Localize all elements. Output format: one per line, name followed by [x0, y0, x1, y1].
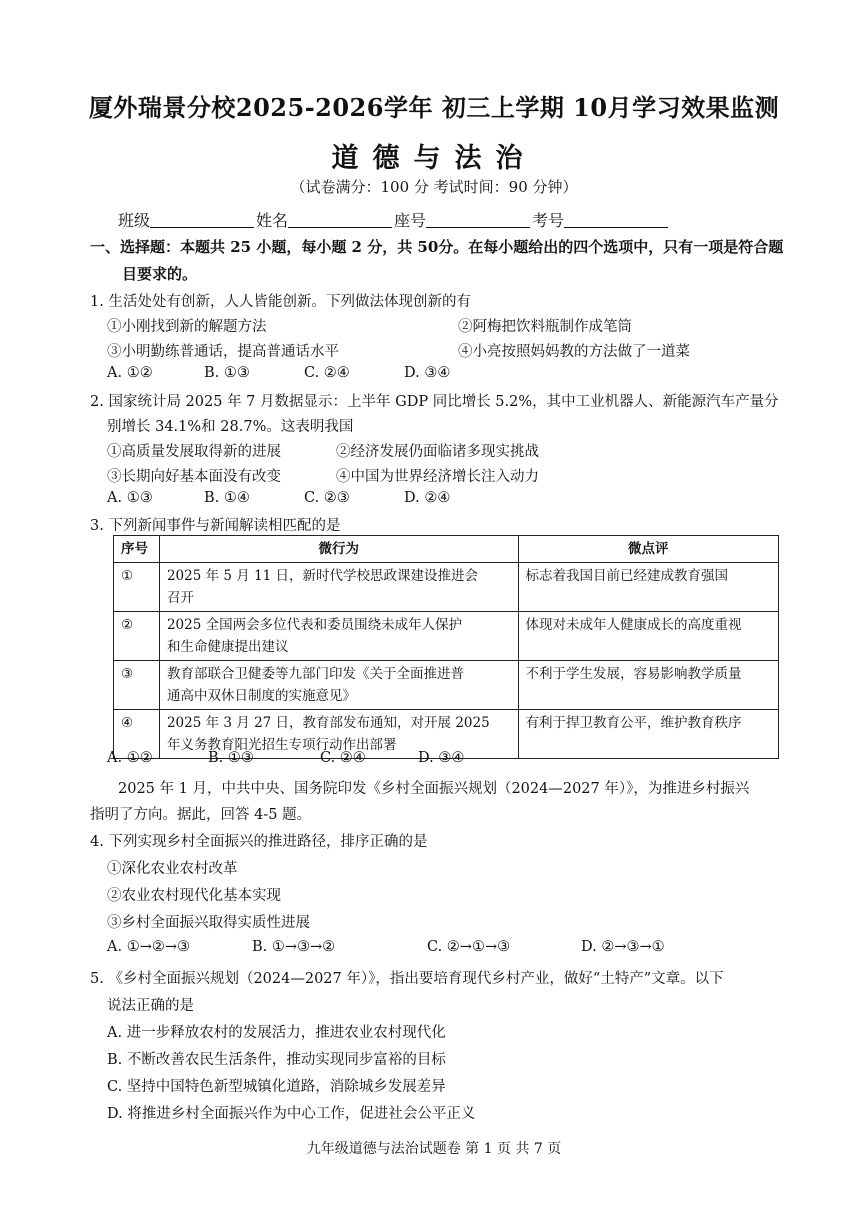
exam-title: 厦外瑞景分校2025-2026学年 初三上学期 10月学习效果监测: [88, 93, 780, 122]
q4-option-2: ②农业农村现代化基本实现: [107, 888, 281, 904]
q1-option-4: ④小亮按照妈妈教的方法做了一道菜: [458, 344, 690, 360]
q1-option-3: ③小明勤练普通话，提高普通话水平: [107, 344, 339, 360]
event-line: 2025 年 5 月 11 日，新时代学校思政课建设推进会: [166, 568, 479, 584]
q2-option-3: ③长期向好基本面没有改变: [107, 469, 281, 485]
table-header-row: [114, 536, 779, 563]
class-blank[interactable]: [150, 211, 254, 228]
subject-title: 道德与法治: [331, 143, 537, 174]
row-comment: 体现对未成年人健康成长的高度重视: [518, 612, 779, 661]
q3-choice-a[interactable]: A. ①②: [107, 750, 153, 766]
header-event: 微行为: [159, 536, 518, 563]
event-line: 和生命健康提出建议: [166, 639, 289, 655]
name-blank[interactable]: [288, 211, 392, 228]
q4-choice-a[interactable]: A. ①→②→③: [107, 939, 190, 955]
passage-text: 2025 年 1 月，中共中央、国务院印发《乡村全面振兴规划（2024—2027 年）》，为推进乡村振兴: [118, 781, 750, 797]
q5-option-d[interactable]: D. 将推进乡村全面振兴作为中心工作，促进社会公平正义: [107, 1106, 476, 1122]
q2-option-4: ④中国为世界经济增长注入动力: [336, 469, 539, 485]
q5-option-b[interactable]: B. 不断改善农民生活条件，推动实现同步富裕的目标: [107, 1052, 446, 1068]
q4-choice-b[interactable]: B. ①→③→②: [252, 939, 336, 955]
q5-option-a[interactable]: A. 进一步释放农村的发展活力，推进农业农村现代化: [107, 1025, 446, 1041]
q4-stem: 4. 下列实现乡村全面振兴的推进路径，排序正确的是: [90, 834, 428, 850]
section-heading: 一、选择题：本题共 25 小题，每小题 2 分，共 50分。在每小题给出的四个选项中，只有一项是符合题: [90, 238, 784, 256]
q1-option-1: ①小刚找到新的解题方法: [107, 319, 267, 335]
q4-choice-c[interactable]: C. ②→①→③: [427, 939, 511, 955]
event-line: 2025 全国两会多位代表和委员围绕未成年人保护: [166, 617, 463, 633]
q1-stem: 1. 生活处处有创新，人人皆能创新。下列做法体现创新的有: [90, 294, 471, 310]
q3-stem: 3. 下列新闻事件与新闻解读相匹配的是: [90, 518, 341, 534]
header-comment: 微点评: [518, 536, 779, 563]
table-row: [114, 563, 779, 612]
event-line: 年义务教育阳光招生专项行动作出部署: [166, 737, 397, 753]
q1-choice-b[interactable]: B. ①③: [204, 365, 250, 381]
q1-choice-c[interactable]: C. ②④: [304, 365, 350, 381]
q2-stem: 2. 国家统计局 2025 年 7 月数据显示：上半年 GDP 同比增长 5.2%，其中工业机器人、新能源汽车产量分: [90, 394, 779, 410]
class-label: 班级: [118, 211, 151, 230]
seat-label: 座号: [394, 211, 427, 230]
q2-choice-d[interactable]: D. ②④: [404, 490, 451, 506]
event-line: 召开: [166, 590, 194, 606]
q1-choice-a[interactable]: A. ①②: [107, 365, 153, 381]
exam-number-label: 考号: [532, 211, 565, 230]
q5-stem-cont: 说法正确的是: [107, 998, 194, 1014]
event-line: 教育部联合卫健委等九部门印发《关于全面推进普: [166, 666, 464, 682]
exam-info: （试卷满分：100 分 考试时间：90 分钟）: [290, 178, 578, 196]
q2-choice-a[interactable]: A. ①③: [107, 490, 153, 506]
news-table: [113, 535, 779, 759]
q3-choice-b[interactable]: B. ①③: [208, 750, 254, 766]
row-number: ②: [114, 612, 160, 661]
name-label: 姓名: [256, 211, 289, 230]
q5-option-c[interactable]: C. 坚持中国特色新型城镇化道路，消除城乡发展差异: [107, 1079, 446, 1095]
q2-choice-b[interactable]: B. ①④: [204, 490, 250, 506]
event-line: 通高中双休日制度的实施意见》: [166, 688, 356, 704]
row-event: [159, 612, 518, 661]
page-footer: 九年级道德与法治试题卷 第 1 页 共 7 页: [306, 1141, 562, 1157]
row-comment: 不利于学生发展，容易影响教学质量: [518, 661, 779, 710]
table-row: [114, 661, 779, 710]
row-number: ④: [114, 710, 160, 759]
student-info-row: [118, 208, 670, 231]
q2-option-2: ②经济发展仍面临诸多现实挑战: [336, 444, 539, 460]
q4-option-3: ③乡村全面振兴取得实质性进展: [107, 915, 310, 931]
row-comment: 有利于捍卫教育公平，维护教育秩序: [518, 710, 779, 759]
header-number: 序号: [114, 536, 160, 563]
row-comment: 标志着我国目前已经建成教育强国: [518, 563, 779, 612]
q1-option-2: ②阿梅把饮料瓶制作成笔筒: [458, 319, 632, 335]
table-row: [114, 612, 779, 661]
row-event: [159, 563, 518, 612]
q2-choice-c[interactable]: C. ②③: [304, 490, 350, 506]
section-heading-cont: 目要求的。: [122, 265, 198, 283]
row-number: ③: [114, 661, 160, 710]
q4-option-1: ①深化农业农村改革: [107, 861, 238, 877]
q3-choice-d[interactable]: D. ③④: [418, 750, 465, 766]
q4-choice-d[interactable]: D. ②→③→①: [581, 939, 665, 955]
q1-choice-d[interactable]: D. ③④: [404, 365, 451, 381]
exam-number-blank[interactable]: [564, 211, 668, 228]
passage-text-cont: 指明了方向。据此，回答 4-5 题。: [90, 807, 312, 823]
q2-stem-cont: 别增长 34.1%和 28.7%。这表明我国: [107, 419, 354, 435]
row-event: [159, 661, 518, 710]
q2-option-1: ①高质量发展取得新的进展: [107, 444, 281, 460]
q3-choice-c[interactable]: C. ②④: [320, 750, 366, 766]
event-line: 2025 年 3 月 27 日，教育部发布通知，对开展 2025: [166, 715, 490, 731]
seat-blank[interactable]: [426, 211, 530, 228]
row-number: ①: [114, 563, 160, 612]
q5-stem: 5. 《乡村全面振兴规划（2024—2027 年）》，指出要培育现代乡村产业，做好“土特产”文章。以下: [90, 971, 724, 987]
